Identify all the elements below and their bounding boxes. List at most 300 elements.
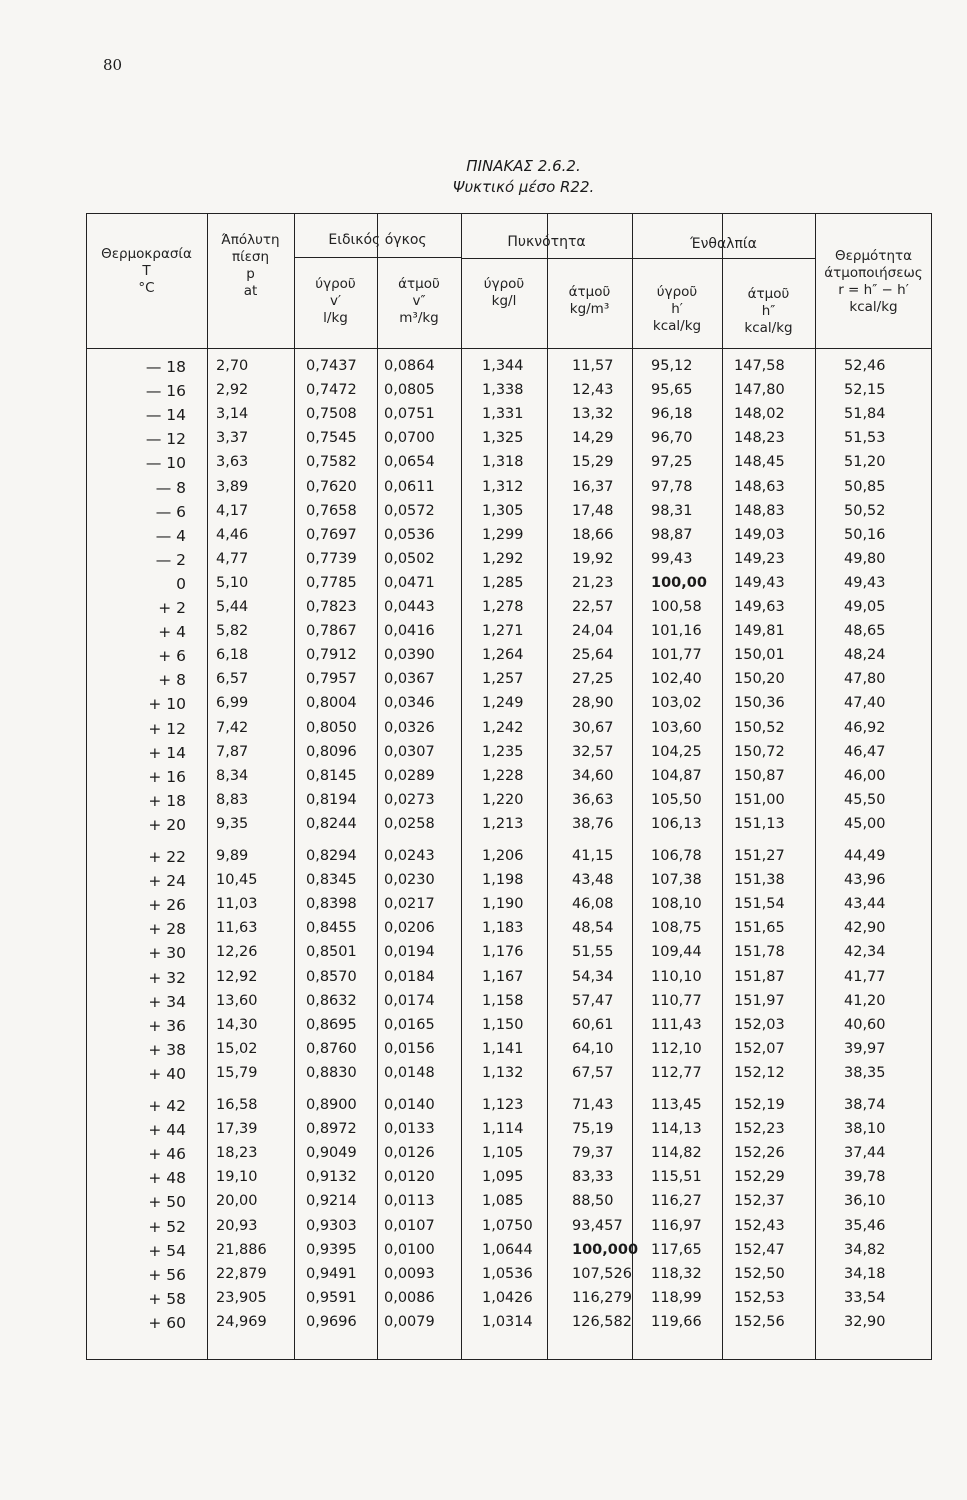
table-cell: 1,278 [482,599,524,615]
table-cell: 101,77 [651,647,702,664]
table-row [86,768,932,792]
table-cell: 1,299 [482,526,524,543]
table-cell: 0,0093 [384,1265,435,1282]
table-cell: 149,63 [734,599,785,615]
table-cell: 1,312 [482,478,524,495]
table-cell: 35,46 [844,1217,886,1234]
table-cell: 34,18 [844,1265,886,1282]
table-cell: 150,87 [734,767,785,784]
table-cell: 100,000 [572,1241,639,1258]
table-cell: 100,58 [651,599,702,615]
table-cell: 95,12 [651,358,693,374]
table-cell: + 22 [148,848,186,866]
table-cell: 0,0864 [384,358,435,374]
table-cell: 103,60 [651,719,702,736]
table-cell: 1,213 [482,815,524,832]
table-cell: 27,25 [572,671,614,688]
table-cell: 0,0326 [384,719,435,736]
table-cell: 1,150 [482,1016,524,1033]
group-divider [461,258,632,259]
table-row [86,1145,932,1169]
table-cell: 105,50 [651,791,702,808]
table-cell: 47,80 [844,671,886,688]
header-d-vapor: άτμοῦ kg/m³ [568,284,611,317]
group-divider [294,257,461,258]
table-cell: 49,05 [844,599,886,615]
table-cell: 79,37 [572,1145,614,1162]
table-cell: 8,34 [216,767,249,784]
table-cell: 96,70 [651,430,693,447]
table-cell: 113,45 [651,1097,702,1113]
table-row [86,1218,932,1242]
table-cell: 75,19 [572,1121,614,1138]
table-cell: 0,0611 [384,478,435,495]
table-cell: 152,07 [734,1040,785,1057]
table-cell: 42,34 [844,944,886,961]
table-cell: — 18 [145,358,186,376]
table-row [86,848,932,872]
table-cell: 50,16 [844,526,886,543]
table-cell: 0,7739 [306,550,357,567]
table-cell: 0,7867 [306,623,357,640]
table-cell: 152,26 [734,1145,785,1162]
table-cell: 116,27 [651,1193,702,1210]
table-cell: 38,35 [844,1064,886,1081]
table-cell: 1,305 [482,502,524,519]
table-cell: 148,23 [734,430,785,447]
table-cell: 38,10 [844,1121,886,1138]
table-cell: 45,50 [844,791,886,808]
table-row [86,1290,932,1314]
table-cell: 16,37 [572,478,614,495]
table-cell: 148,02 [734,406,785,423]
table-row [86,920,932,944]
table-cell: + 44 [148,1121,186,1140]
table-cell: — 16 [145,382,186,401]
table-cell: 42,90 [844,920,886,937]
table-cell: 0,0700 [384,430,435,447]
header-density: Πυκνότητα [507,234,586,250]
table-cell: + 16 [148,767,186,786]
table-row [86,1169,932,1193]
table-cell: 0,0536 [384,526,435,543]
table-cell: 2,92 [216,382,249,399]
table-cell: 152,12 [734,1064,785,1081]
table-cell: 0 [176,574,186,593]
table-cell: 0,8345 [306,872,357,889]
table-cell: 0,9303 [306,1217,357,1234]
table-cell: 1,271 [482,623,524,640]
table-cell: 112,77 [651,1064,702,1081]
table-row [86,1041,932,1065]
table-cell: 1,114 [482,1121,524,1138]
table-cell: — 14 [145,406,186,425]
table-cell: 11,03 [216,896,258,913]
table-cell: + 42 [148,1097,186,1115]
table-cell: 0,7508 [306,406,357,423]
table-cell: 151,13 [734,815,785,832]
table-cell: 23,905 [216,1289,267,1306]
table-cell: 1,176 [482,944,524,961]
table-cell: 1,085 [482,1193,524,1210]
table-cell: 14,30 [216,1016,258,1033]
table-cell: 96,18 [651,406,693,423]
table-cell: 152,37 [734,1193,785,1210]
table-cell: 110,77 [651,992,702,1009]
table-cell: + 2 [158,599,186,617]
table-cell: 0,0194 [384,944,435,961]
table-cell: 0,8096 [306,743,357,760]
table-row [86,671,932,695]
table-cell: 0,9591 [306,1289,357,1306]
table-cell: 9,35 [216,815,249,832]
table-cell: + 50 [148,1193,186,1212]
table-cell: 0,0258 [384,815,435,832]
table-cell: 51,55 [572,944,614,961]
table-cell: 0,7823 [306,599,357,615]
table-cell: 149,03 [734,526,785,543]
table-cell: 37,44 [844,1145,886,1162]
table-cell: 0,0390 [384,647,435,664]
table-cell: 103,02 [651,695,702,712]
table-cell: 51,53 [844,430,886,447]
table-cell: 1,344 [482,358,524,374]
table-cell: 38,76 [572,815,614,832]
table-cell: 0,8004 [306,695,357,712]
table-cell: 148,83 [734,502,785,519]
table-cell: 150,36 [734,695,785,712]
table-row [86,969,932,993]
table-row [86,1193,932,1217]
table-cell: 24,04 [572,623,614,640]
table-cell: 1,0426 [482,1289,533,1306]
table-cell: 116,97 [651,1217,702,1234]
table-title-line1: ΠΙΝΑΚΑΣ 2.6.2. [466,157,581,175]
table-row [86,1242,932,1266]
table-cell: 152,19 [734,1097,785,1113]
table-cell: 1,242 [482,719,524,736]
table-cell: 0,9395 [306,1241,357,1258]
table-cell: 1,158 [482,992,524,1009]
table-cell: — 12 [145,430,186,449]
table-cell: — 10 [145,454,186,473]
table-cell: 21,886 [216,1241,267,1258]
table-cell: 5,44 [216,599,249,615]
table-cell: 95,65 [651,382,693,399]
table-cell: 107,38 [651,872,702,889]
table-cell: 97,25 [651,454,693,471]
table-cell: 40,60 [844,1016,886,1033]
table-row [86,382,932,406]
table-cell: 0,8294 [306,848,357,864]
table-cell: 0,0107 [384,1217,435,1234]
table-cell: 149,23 [734,550,785,567]
table-cell: 0,0140 [384,1097,435,1113]
table-cell: 24,969 [216,1313,267,1330]
table-cell: 0,0206 [384,920,435,937]
table-cell: 0,8050 [306,719,357,736]
table-cell: 14,29 [572,430,614,447]
table-cell: + 36 [148,1016,186,1035]
table-cell: + 52 [148,1217,186,1236]
table-cell: 107,526 [572,1265,632,1282]
table-row [86,1314,932,1338]
table-cell: 38,74 [844,1097,886,1113]
table-cell: 1,190 [482,896,524,913]
table-cell: 0,0367 [384,671,435,688]
table-cell: 51,20 [844,454,886,471]
header-temperature: Θερμοκρασία T °C [101,246,192,296]
header-sv-vapor: άτμοῦ v″ m³/kg [398,276,440,326]
table-cell: 1,141 [482,1040,524,1057]
table-cell: 1,206 [482,848,524,864]
table-cell: 49,43 [844,574,886,591]
table-cell: 3,63 [216,454,249,471]
table-cell: + 30 [148,944,186,963]
page-number: 80 [103,56,123,74]
table-cell: 0,0805 [384,382,435,399]
table-cell: 0,0174 [384,992,435,1009]
table-cell: 1,0314 [482,1313,533,1330]
table-cell: 97,78 [651,478,693,495]
table-cell: 43,96 [844,872,886,889]
table-cell: 44,49 [844,848,886,864]
table-cell: 151,00 [734,791,785,808]
header-h-liquid: ύγροῦ h′ kcal/kg [652,284,702,334]
table-cell: 7,87 [216,743,249,760]
table-cell: 152,47 [734,1241,785,1258]
table-cell: 19,92 [572,550,614,567]
table-cell: 1,338 [482,382,524,399]
table-cell: 148,45 [734,454,785,471]
table-cell: 150,01 [734,647,785,664]
table-cell: 43,48 [572,872,614,889]
table-cell: — 6 [155,502,186,521]
table-cell: 118,32 [651,1265,702,1282]
table-cell: 6,99 [216,695,249,712]
table-cell: 1,132 [482,1064,524,1081]
table-cell: 100,00 [651,574,707,591]
table-cell: 0,0471 [384,574,435,591]
table-cell: + 54 [148,1241,186,1260]
table-cell: 0,0307 [384,743,435,760]
table-cell: 0,8455 [306,920,357,937]
table-cell: 0,7620 [306,478,357,495]
table-cell: + 32 [148,968,186,987]
table-cell: 0,8900 [306,1097,357,1113]
table-cell: 48,65 [844,623,886,640]
table-cell: 16,58 [216,1097,258,1113]
table-cell: 3,37 [216,430,249,447]
table-cell: 15,79 [216,1064,258,1081]
table-cell: 32,90 [844,1313,886,1330]
table-cell: 0,7785 [306,574,357,591]
table-cell: + 34 [148,992,186,1011]
table-cell: 0,0126 [384,1145,435,1162]
table-cell: 3,89 [216,478,249,495]
table-cell: 0,7472 [306,382,357,399]
table-cell: 0,0346 [384,695,435,712]
table-cell: 151,54 [734,896,785,913]
table-cell: 1,257 [482,671,524,688]
table-cell: 152,29 [734,1169,785,1186]
table-cell: 1,285 [482,574,524,591]
table-cell: 152,23 [734,1121,785,1138]
table-cell: 36,10 [844,1193,886,1210]
table-cell: 0,8760 [306,1040,357,1057]
table-cell: 117,65 [651,1241,702,1258]
table-cell: 6,18 [216,647,249,664]
table-cell: + 10 [148,695,186,714]
table-cell: 13,32 [572,406,614,423]
table-cell: 119,66 [651,1313,702,1330]
table-cell: 149,43 [734,574,785,591]
table-cell: 15,02 [216,1040,258,1057]
table-cell: 9,89 [216,848,249,864]
table-cell: 48,54 [572,920,614,937]
table-cell: 0,0079 [384,1313,435,1330]
table-cell: 8,83 [216,791,249,808]
table-cell: 108,75 [651,920,702,937]
header-divider [86,348,932,349]
table-cell: 22,57 [572,599,614,615]
table-cell: 67,57 [572,1064,614,1081]
table-cell: 1,325 [482,430,524,447]
table-cell: + 20 [148,815,186,834]
table-cell: 57,47 [572,992,614,1009]
table-cell: 1,095 [482,1169,524,1186]
table-cell: 0,0751 [384,406,435,423]
table-row [86,872,932,896]
table-cell: 1,183 [482,920,524,937]
table-row [86,623,932,647]
table-cell: 1,292 [482,550,524,567]
table-cell: 1,249 [482,695,524,712]
header-specific-volume: Ειδικός όγκος [328,232,427,248]
table-cell: 104,25 [651,743,702,760]
table-row [86,454,932,478]
table-cell: 18,66 [572,526,614,543]
header-pressure: Άπόλυτη πίεση p at [221,232,280,299]
table-cell: 0,9491 [306,1265,357,1282]
table-cell: 0,7545 [306,430,357,447]
table-cell: 0,0148 [384,1064,435,1081]
table-cell: 151,27 [734,848,785,864]
table-cell: 12,92 [216,968,258,985]
table-cell: 0,0120 [384,1169,435,1186]
table-cell: 0,7957 [306,671,357,688]
table-cell: 34,82 [844,1241,886,1258]
table-cell: 46,47 [844,743,886,760]
table-cell: 151,97 [734,992,785,1009]
table-cell: 0,0184 [384,968,435,985]
table-cell: + 6 [158,647,186,666]
table-cell: 0,9049 [306,1145,357,1162]
table-cell: + 24 [148,872,186,891]
table-cell: 0,7658 [306,502,357,519]
table-cell: 25,64 [572,647,614,664]
table-row [86,695,932,719]
table-cell: 46,08 [572,896,614,913]
table-cell: 150,72 [734,743,785,760]
table-cell: 0,8244 [306,815,357,832]
table-cell: 116,279 [572,1289,632,1306]
table-cell: + 56 [148,1265,186,1284]
table-cell: 12,26 [216,944,258,961]
table-cell: 36,63 [572,791,614,808]
table-cell: 147,80 [734,382,785,399]
table-cell: 51,84 [844,406,886,423]
table-cell: + 40 [148,1064,186,1083]
table-cell: 1,198 [482,872,524,889]
table-row [86,503,932,527]
table-cell: 0,0273 [384,791,435,808]
table-cell: 109,44 [651,944,702,961]
table-cell: 46,92 [844,719,886,736]
table-cell: 0,9696 [306,1313,357,1330]
table-cell: 0,0572 [384,502,435,519]
table-cell: 0,8632 [306,992,357,1009]
table-row [86,479,932,503]
header-sv-liquid: ύγροῦ v′ l/kg [315,276,356,326]
table-cell: 0,9132 [306,1169,357,1186]
table-cell: 148,63 [734,478,785,495]
table-cell: 28,90 [572,695,614,712]
table-cell: 1,123 [482,1097,524,1113]
table-cell: 1,264 [482,647,524,664]
table-cell: 0,8398 [306,896,357,913]
header-d-liquid: ύγροῦ kg/l [483,276,525,309]
table-cell: 151,38 [734,872,785,889]
table-row [86,358,932,382]
table-cell: 52,46 [844,358,886,374]
table-cell: 0,0156 [384,1040,435,1057]
table-cell: 5,10 [216,574,249,591]
table-cell: 2,70 [216,358,249,374]
table-cell: 104,87 [651,767,702,784]
table-row [86,551,932,575]
table-row [86,944,932,968]
table-cell: 0,0217 [384,896,435,913]
table-cell: 152,56 [734,1313,785,1330]
table-cell: + 28 [148,920,186,939]
table-cell: 0,0133 [384,1121,435,1138]
table-cell: 106,78 [651,848,702,864]
table-row [86,527,932,551]
table-cell: 102,40 [651,671,702,688]
table-cell: 149,81 [734,623,785,640]
table-cell: 114,13 [651,1121,702,1138]
table-cell: 4,46 [216,526,249,543]
header-h-vapor: άτμοῦ h″ kcal/kg [744,286,793,336]
table-cell: 0,7697 [306,526,357,543]
table-cell: 21,23 [572,574,614,591]
table-cell: 48,24 [844,647,886,664]
table-cell: 151,87 [734,968,785,985]
table-cell: 11,57 [572,358,614,374]
table-cell: 15,29 [572,454,614,471]
table-cell: 1,235 [482,743,524,760]
table-cell: 150,20 [734,671,785,688]
table-cell: 152,53 [734,1289,785,1306]
table-cell: 1,0536 [482,1265,533,1282]
table-cell: 20,00 [216,1193,258,1210]
table-cell: + 38 [148,1040,186,1059]
table-cell: 0,0113 [384,1193,435,1210]
table-cell: + 46 [148,1145,186,1164]
table-cell: 50,85 [844,478,886,495]
table-cell: 13,60 [216,992,258,1009]
